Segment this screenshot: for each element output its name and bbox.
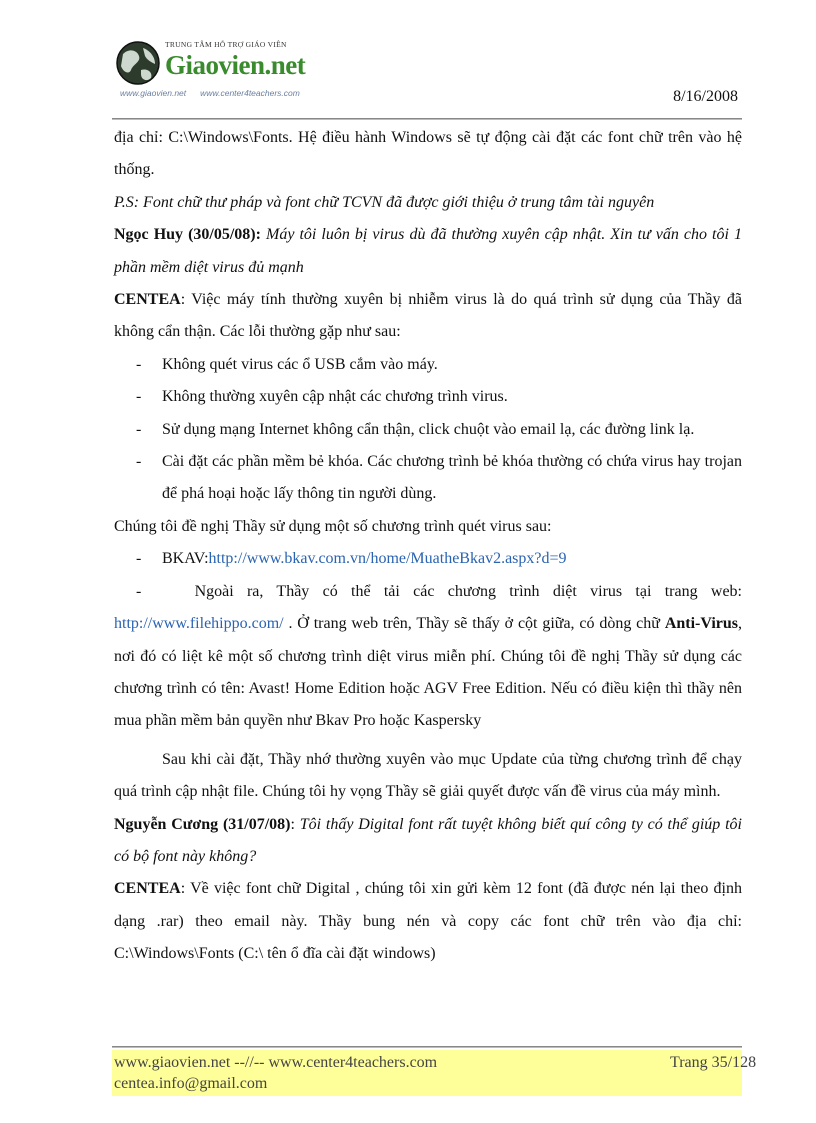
logo-tagline: TRUNG TÂM HỖ TRỢ GIÁO VIÊN [165,40,287,49]
page-number: Trang 35/128 [670,1054,757,1071]
footer-divider [112,1046,742,1048]
list-item [114,381,742,413]
logo-site-1: www.giaovien.net [120,88,187,98]
logo-brand: Giaovien.net [165,50,306,80]
list-item [114,414,742,446]
footer-websites: www.giaovien.net --//-- www.center4teachers.com [114,1054,438,1071]
filehippo-link[interactable]: http://www.filehippo.com/ [114,615,284,633]
asker-name: Nguyễn Cương (31/07/08) [114,815,291,833]
answer-label: CENTEA [114,880,181,898]
antivirus-label: Anti-Virus [664,615,738,633]
list-item [114,349,742,381]
list-item-text: Không thường xuyên cập nhật các chương trình virus. [162,388,508,406]
answer-text: : Về việc font chữ Digital , chúng tôi xin gửi kèm 12 font (đã được nén lại theo định dạng .rar) theo email này. Thầy bung nén và copy các font chữ trên vào địa chỉ: C:\Windows\Fonts (C:\ tên ổ đĩa cài đặt windows) [114,880,742,963]
paragraph-fonts-path: địa chỉ: C:\Windows\Fonts. Hệ điều hành Windows sẽ tự động cài đặt các font chữ trên vào hệ thống. [114,129,742,179]
bkav-label: BKAV: [162,550,209,568]
list-item [114,446,742,511]
question-text: Máy tôi luôn bị virus dù đã thường xuyên cập nhật. Xin tư vấn cho tôi 1 phần mềm diệt virus đủ mạnh [114,226,742,276]
bkav-link[interactable]: http://www.bkav.com.vn/home/MuatheBkav2.aspx?d=9 [208,550,567,568]
question-nguyen-cuong [114,809,742,874]
list-dash: - [136,582,142,600]
colon: : [290,815,300,833]
answer-label: CENTEA [114,291,181,309]
paragraph-text: Ngoài ra, Thầy có thể tải các chương trình diệt virus tại trang web: [194,582,743,600]
question-ngoc-huy [114,219,742,284]
header-divider [112,118,742,120]
list-item-text: Sử dụng mạng Internet không cẩn thận, click chuột vào email lạ, các đường link lạ. [162,420,695,438]
update-paragraph: Sau khi cài đặt, Thầy nhớ thường xuyên vào mục Update của từng chương trình để chạy quá trình cập nhật file. Chúng tôi hy vọng Thầy sẽ giải quyết được vấn đề virus của máy mình. [114,750,742,801]
logo-sites [120,88,314,98]
answer-centea-2 [114,873,742,970]
list-dash: - [136,355,142,373]
list-item-text: Cài đặt các phần mềm bẻ khóa. Các chương trình bẻ khóa thường có chứa virus hay trojan để phá hoại hoặc lấy thông tin người dùng. [162,453,742,503]
list-dash: - [136,388,142,406]
list-item-text: Không quét virus các ổ USB cắm vào máy. [162,355,438,373]
page-content [114,122,742,971]
paragraph-text: , nơi đó có liệt kê một số chương trình diệt virus miễn phí. Chúng tôi đề nghị Thầy sử dụng các chương trình có tên: Avast! Home Edition hoặc AGV Free Edition. Nếu có điều kiện thì thầy nên mua phần mềm bản quyền như Bkav Pro hoặc Kaspersky [114,615,742,730]
bkav-item [114,543,742,575]
answer-centea-1 [114,284,742,349]
asker-name: Ngọc Huy (30/05/08): [114,226,261,244]
answer-text: : Việc máy tính thường xuyên bị nhiễm virus là do quá trình sử dụng của Thầy đã không cẩn thận. Các lỗi thường gặp như sau: [114,291,742,341]
list-dash: - [136,420,142,438]
page-footer [112,1050,757,1096]
giaovien-logo [115,36,355,102]
footer-email: centea.info@gmail.com [114,1075,268,1092]
globe-icon [115,40,161,86]
question-text: Tôi thấy Digital font rất tuyệt không biết quí công ty có thể giúp tôi có bộ font này không? [114,815,742,865]
ps-note: P.S: Font chữ thư pháp và font chữ TCVN đã được giới thiệu ở trung tâm tài nguyên [114,193,655,211]
paragraph-text: . Ở trang web trên, Thầy sẽ thấy ở cột giữa, có dòng chữ [283,615,665,633]
page-header [0,0,816,120]
logo-site-2: www.center4teachers.com [200,88,300,98]
list-dash: - [136,453,142,471]
suggestion-paragraph: Chúng tôi đề nghị Thầy sử dụng một số chương trình quét virus sau: [114,517,552,535]
filehippo-paragraph [114,576,742,738]
document-date: 8/16/2008 [673,88,738,105]
list-dash: - [136,550,142,568]
